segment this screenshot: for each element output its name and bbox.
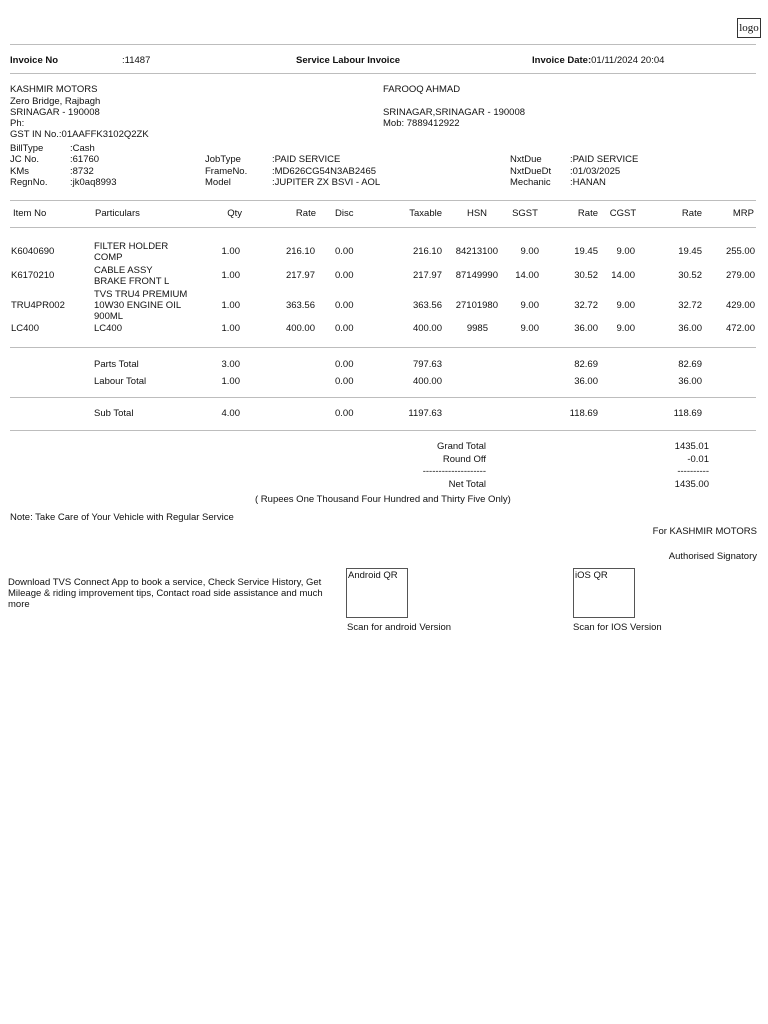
ios-qr-label: iOS QR [575,570,608,581]
model-label: Model [205,177,231,188]
bill-type-label: BillType [10,143,44,154]
labour-total-qty: 1.00 [221,376,240,387]
rate: 217.97 [285,270,315,281]
taxable: 363.56 [412,300,442,311]
nxt-due-dt-value: :01/03/2025 [570,166,621,177]
android-scan-text: Scan for android Version [347,622,452,633]
cgst-amount: 36.00 [678,323,702,334]
round-off-value: -0.01 [687,454,709,465]
job-type-label: JobType [205,154,241,165]
grand-total-label: Grand Total [437,441,486,452]
sub-total-disc: 0.00 [335,408,354,419]
cgst-amount: 30.52 [678,270,702,281]
rate: 363.56 [285,300,315,311]
sgst-amount: 32.72 [574,300,598,311]
parts-total-sgst: 82.69 [574,359,598,370]
disc: 0.00 [335,246,354,257]
mrp: 255.00 [725,246,755,257]
qty: 1.00 [221,246,240,257]
sub-total-label: Sub Total [94,408,134,419]
app-promo-text: Download TVS Connect App to book a service, Check Service History, Get Mileage & riding improvement tips, Contact road side assistance and much more [8,577,323,610]
invoice-no-value: :11487 [122,55,151,66]
mrp: 429.00 [725,300,755,311]
grand-total-value: 1435.01 [674,441,709,452]
divider-top [10,44,756,45]
dealer-address-2: SRINAGAR - 190008 [10,107,100,118]
sub-total-cgst: 118.69 [673,408,702,419]
disc: 0.00 [335,300,354,311]
ios-qr-code[interactable] [573,568,635,618]
particulars-line: CABLE ASSY [94,265,153,276]
mrp: 472.00 [725,323,755,334]
sgst: 14.00 [515,270,539,281]
col-header-qty: Qty [227,208,242,219]
col-header-disc: Disc [335,208,354,219]
parts-total-label: Parts Total [94,359,139,370]
dealer-name: KASHMIR MOTORS [10,84,98,95]
invoice-date [532,55,664,66]
invoice-no-label: Invoice No [10,55,59,66]
col-header-cgst-rate: Rate [681,208,702,219]
round-off-label: Round Off [442,454,486,465]
divider-summary [10,430,756,431]
customer-mobile: Mob: 7889412922 [383,118,460,129]
labour-total-sgst: 36.00 [574,376,598,387]
parts-total-disc: 0.00 [335,359,354,370]
dash-separator-right: ---------- [677,466,709,477]
sub-total-sgst: 118.69 [569,408,598,419]
kms-label: KMs [10,166,29,177]
mechanic-label: Mechanic [510,177,551,188]
labour-total-label: Labour Total [94,376,147,387]
for-dealer: For KASHMIR MOTORS [652,526,757,537]
qty: 1.00 [221,323,240,334]
particulars-line: 900ML [94,311,124,322]
labour-total-cgst: 36.00 [678,376,702,387]
taxable: 217.97 [412,270,442,281]
hsn: 87149990 [455,270,498,281]
regn-value: :jk0aq8993 [70,177,117,188]
jc-no-value: :61760 [70,154,100,165]
col-header-sgst-rate: Rate [577,208,598,219]
frame-value: :MD626CG54N3AB2465 [272,166,377,177]
qty: 1.00 [221,270,240,281]
net-total-label: Net Total [448,479,486,490]
parts-total-taxable: 797.63 [412,359,442,370]
parts-total-cgst: 82.69 [678,359,702,370]
bill-type-value: :Cash [70,143,95,154]
jc-no-label: JC No. [10,154,40,165]
item-no: K6170210 [11,270,55,281]
dealer-gst: GST IN No.:01AAFFK3102Q2ZK [10,129,149,140]
android-qr-label: Android QR [348,570,398,581]
job-type-value: :PAID SERVICE [272,154,341,165]
invoice-date-label: Invoice Date: [532,55,592,66]
particulars-line: COMP [94,252,123,263]
kms-value: :8732 [70,166,94,177]
rate: 216.10 [285,246,315,257]
hsn: 84213100 [455,246,498,257]
authorised-signatory: Authorised Signatory [668,551,757,562]
divider-table-bottom [10,347,756,348]
cgst: 14.00 [611,270,635,281]
particulars-line: LC400 [94,323,122,334]
taxable: 216.10 [412,246,442,257]
col-header-sgst: SGST [512,208,538,219]
divider-table-header [10,227,756,228]
ios-scan-text: Scan for IOS Version [573,622,662,633]
divider-table-top [10,200,756,201]
disc: 0.00 [335,270,354,281]
cgst-amount: 32.72 [678,300,702,311]
customer-address: SRINAGAR,SRINAGAR - 190008 [383,107,526,118]
col-header-cgst: CGST [609,208,637,219]
nxt-due-dt-label: NxtDueDt [510,166,552,177]
cgst: 9.00 [616,246,635,257]
invoice-date-value: 01/11/2024 20:04 [591,55,665,66]
divider-subtotal [10,397,756,398]
invoice-title: Service Labour Invoice [296,55,401,66]
nxt-due-value: :PAID SERVICE [570,154,639,165]
qty: 1.00 [221,300,240,311]
col-header-hsn: HSN [466,208,488,219]
taxable: 400.00 [412,323,442,334]
regn-label: RegnNo. [10,177,48,188]
dealer-phone: Ph: [10,118,25,129]
particulars-line: 10W30 ENGINE OIL [94,300,182,311]
col-header-particulars: Particulars [95,208,140,219]
nxt-due-label: NxtDue [510,154,542,165]
divider-header [10,73,756,74]
android-qr-code[interactable] [346,568,408,618]
particulars-line: BRAKE FRONT L [94,276,170,287]
particulars-line: TVS TRU4 PREMIUM [94,289,188,300]
mechanic-value: :HANAN [570,177,606,188]
model-value: :JUPITER ZX BSVI - AOL [272,177,381,188]
dealer-address-1: Zero Bridge, Rajbagh [10,96,101,107]
rate: 400.00 [285,323,315,334]
cgst-amount: 19.45 [678,246,702,257]
sub-total-taxable: 1197.63 [408,408,442,419]
frame-label: FrameNo. [205,166,248,177]
sgst-amount: 36.00 [574,323,598,334]
company-logo: logo [737,18,761,38]
item-no: K6040690 [11,246,55,257]
labour-total-taxable: 400.00 [412,376,442,387]
col-header-taxable: Taxable [409,208,442,219]
col-header-mrp: MRP [732,208,754,219]
dash-separator-left: -------------------- [422,466,486,477]
sgst: 9.00 [520,323,539,334]
mrp: 279.00 [725,270,755,281]
item-no: TRU4PR002 [11,300,65,311]
sgst: 9.00 [520,246,539,257]
col-header-item-no: Item No [13,208,47,219]
service-note: Note: Take Care of Your Vehicle with Regular Service [10,512,234,523]
cgst: 9.00 [616,323,635,334]
col-header-rate: Rate [295,208,316,219]
sgst-amount: 19.45 [574,246,598,257]
parts-total-qty: 3.00 [221,359,240,370]
customer-name: FAROOQ AHMAD [383,84,461,95]
disc: 0.00 [335,323,354,334]
sgst: 9.00 [520,300,539,311]
hsn: 9985 [466,323,488,334]
labour-total-disc: 0.00 [335,376,354,387]
net-total-value: 1435.00 [674,479,709,490]
particulars-line: FILTER HOLDER [94,241,169,252]
amount-in-words: ( Rupees One Thousand Four Hundred and Thirty Five Only) [255,494,511,505]
hsn: 27101980 [455,300,498,311]
cgst: 9.00 [616,300,635,311]
sub-total-qty: 4.00 [221,408,240,419]
item-no: LC400 [11,323,39,334]
sgst-amount: 30.52 [574,270,598,281]
